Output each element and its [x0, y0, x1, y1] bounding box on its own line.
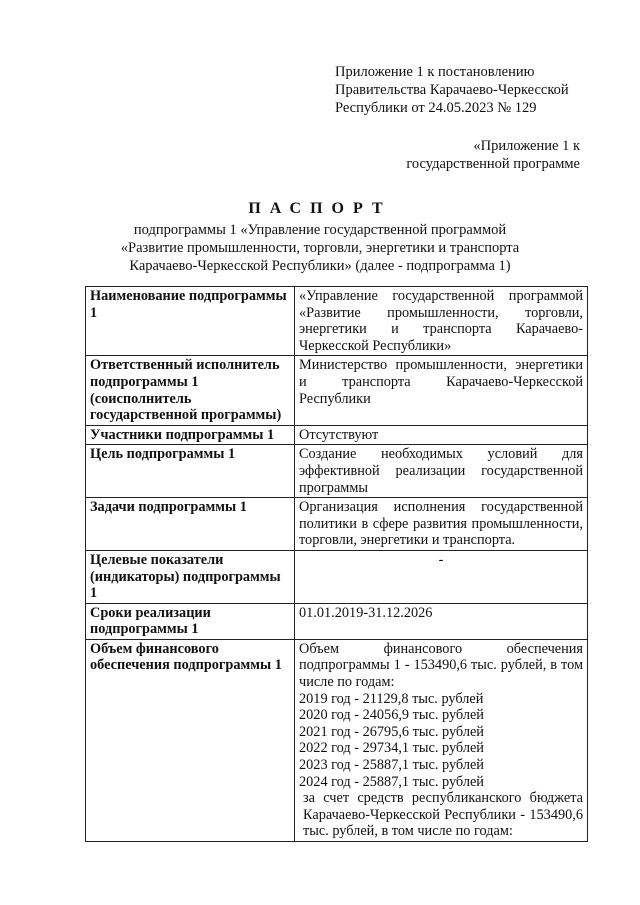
financing-year-2020: 2020 год - 24056,9 тыс. рублей [299, 707, 484, 724]
row-value: Создание необходимых условий для эффективной реализации государственной программы [295, 445, 588, 498]
appendix-inner-line-1: «Приложение 1 к [473, 138, 580, 154]
row-value: Отсутствуют [295, 425, 588, 445]
table-row [86, 550, 588, 603]
row-label: Целевые показатели (индикаторы) подпрограммы 1 [86, 550, 295, 603]
row-label: Задачи подпрограммы 1 [86, 498, 295, 551]
row-label: Участники подпрограммы 1 [86, 425, 295, 445]
financing-year-2023: 2023 год - 25887,1 тыс. рублей [299, 757, 484, 774]
table-row [86, 356, 588, 425]
row-label: Сроки реализации подпрограммы 1 [86, 603, 295, 639]
document-title: ПАСПОРТ [248, 200, 392, 217]
table-row [86, 425, 588, 445]
table-row [86, 445, 588, 498]
table-row [86, 603, 588, 639]
financing-year-2022: 2022 год - 29734,1 тыс. рублей [299, 740, 484, 757]
row-label: Наименование подпрограммы 1 [86, 287, 295, 356]
appendix-line-1: Приложение 1 к постановлению [335, 64, 535, 80]
row-value: «Управление государственной программой «Развитие промышленности, торговли, энергетики и транспорта Карачаево-Черкесской Республики» [295, 287, 588, 356]
financing-year-2019: 2019 год - 21129,8 тыс. рублей [299, 690, 484, 707]
appendix-inner-header [406, 137, 580, 173]
subtitle-line-1: подпрограммы 1 «Управление государственной программой [133, 222, 507, 238]
financing-outro: за счет средств республиканского бюджета Карачаево-Черкесской Республики - 153490,6 тыс. рублей, в том числе по годам: [303, 790, 583, 840]
appendix-line-2: Правительства Карачаево-Черкесской [335, 82, 569, 98]
row-value: 01.01.2019-31.12.2026 [295, 603, 588, 639]
row-label: Объем финансового обеспечения подпрограммы 1 [86, 639, 295, 841]
table-row [86, 287, 588, 356]
subtitle-line-2: «Развитие промышленности, торговли, энергетики и транспорта [120, 240, 520, 256]
row-value-financing [295, 639, 588, 841]
document-subtitle [0, 221, 640, 275]
financing-year-2021: 2021 год - 26795,6 тыс. рублей [299, 723, 484, 740]
row-value: Организация исполнения государственной политики в сфере развития промышленности, торговли, энергетики и транспорта. [295, 498, 588, 551]
passport-table [85, 286, 588, 842]
table-row [86, 498, 588, 551]
appendix-line-3: Республики от 24.05.2023 № 129 [335, 100, 537, 116]
financing-year-2024: 2024 год - 25887,1 тыс. рублей [299, 773, 484, 790]
financing-intro: Объем финансового обеспечения подпрограммы 1 - 153490,6 тыс. рублей, в том числе по годам: [299, 640, 583, 691]
row-label: Цель подпрограммы 1 [86, 445, 295, 498]
row-value: Министерство промышленности, энергетики и транспорта Карачаево-Черкесской Республики [295, 356, 588, 425]
appendix-inner-line-2: государственной программе [406, 156, 580, 172]
table-row [86, 639, 588, 841]
appendix-header [335, 63, 569, 117]
subtitle-line-3: Карачаево-Черкесской Республики» (далее - подпрограмма 1) [129, 258, 511, 274]
row-label: Ответственный исполнитель подпрограммы 1 (соисполнитель государственной программы) [86, 356, 295, 425]
row-value: - [295, 550, 588, 603]
